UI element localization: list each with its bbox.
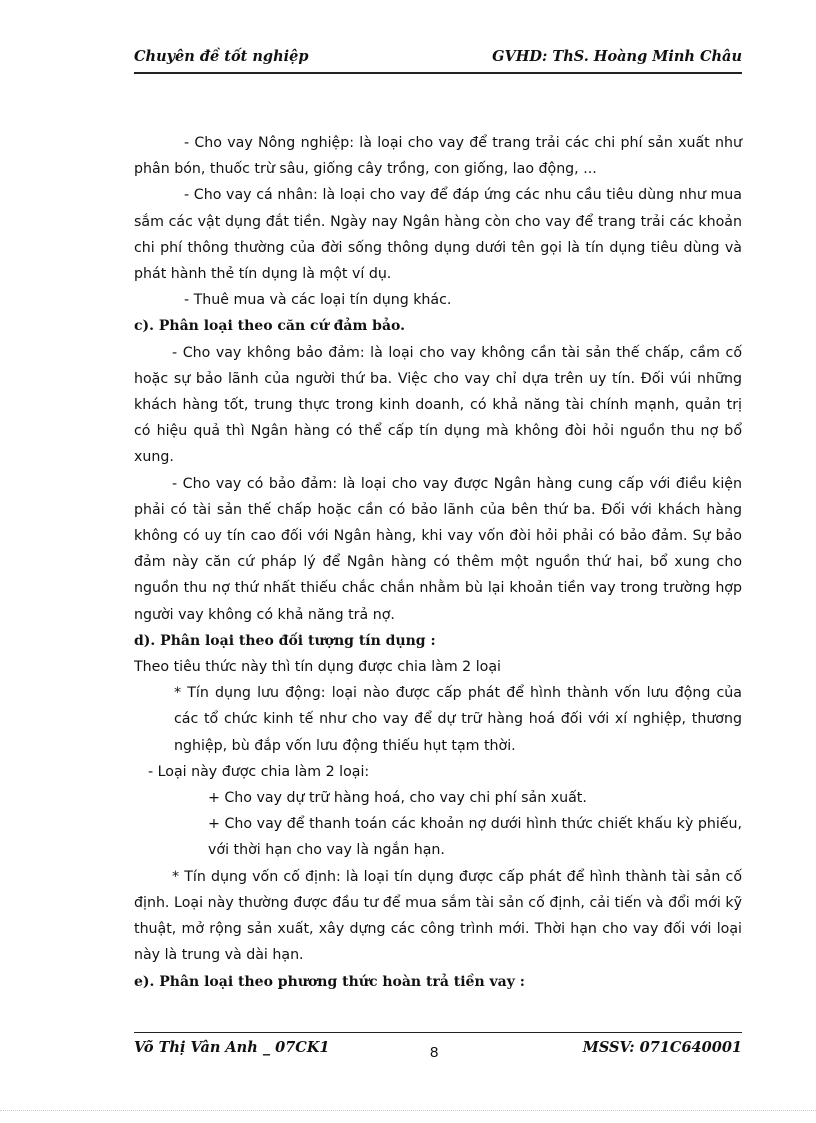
list-item-inventory-loan: + Cho vay dự trữ hàng hoá, cho vay chi phí sản xuất.: [208, 790, 587, 807]
header-supervisor: GVHD: ThS. Hoàng Minh Châu: [492, 48, 742, 65]
footer-author: Võ Thị Vân Anh _ 07CK1: [134, 1039, 330, 1056]
page-number: 8: [430, 1044, 439, 1061]
paragraph-criteria: Theo tiêu thức này thì tín dụng được chia làm 2 loại: [134, 659, 501, 676]
paragraph-personal-loan: - Cho vay cá nhân: là loại cho vay để đáp ứng các nhu cầu tiêu dùng như mua sắm các vật dụng đắt tiền. Ngày nay Ngân hàng còn cho vay để trang trải các khoản chi phí thông thường của đời sống thông dụng dưới tên gọi là tín dụng tiêu dùng và phát hành thẻ tín dụng là một ví dụ.: [134, 187, 742, 283]
heading-e: e). Phân loại theo phương thức hoàn trả tiền vay :: [134, 973, 525, 990]
list-item-discount-loan: + Cho vay để thanh toán các khoản nợ dưới hình thức chiết khấu kỳ phiếu, với thời hạn cho vay là ngắn hạn.: [208, 816, 742, 859]
paragraph-working-capital: * Tín dụng lưu động: loại nào được cấp phát để hình thành vốn lưu động của các tổ chức kinh tế như cho vay để dự trữ hàng hoá đối với xí nghiệp, thương nghiệp, bù đắp vốn lưu động thiếu hụt tạm thời.: [174, 685, 742, 754]
paragraph-two-types: - Loại này được chia làm 2 loại:: [148, 763, 370, 780]
footer-student-id: MSSV: 071C640001: [582, 1039, 742, 1056]
page-bottom-divider: [0, 1110, 816, 1111]
paragraph-secured-loan: - Cho vay có bảo đảm: là loại cho vay được Ngân hàng cung cấp với điều kiện phải có tài sản thế chấp hoặc cần có bảo lãnh của bên thứ ba. Đối với khách hàng không có uy tín cao đối với Ngân hàng, khi vay vốn đòi hỏi phải có bảo đảm. Sự bảo đảm này căn cứ pháp lý để Ngân hàng có thêm một nguồn thứ hai, bổ xung cho nguồn thu nợ thứ nhất thiếu chắc chắn nhằm bù lại khoản tiền vay trong trường hợp người vay không có khả năng trả nợ.: [134, 475, 742, 623]
paragraph-fixed-capital: * Tín dụng vốn cố định: là loại tín dụng được cấp phát để hình thành tài sản cố định. Loại này thường được đầu tư để mua sắm tài sản cố định, cải tiến và đổi mới kỹ thuật, mở rộng sản xuất, xây dựng các công trình mới. Thời hạn cho vay đối với loại này là trung và dài hạn.: [134, 868, 742, 964]
header-title: Chuyên đề tốt nghiệp: [134, 48, 309, 65]
paragraph-unsecured-loan: - Cho vay không bảo đảm: là loại cho vay không cần tài sản thế chấp, cầm cố hoặc sự bảo lãnh của người thứ ba. Việc cho vay chỉ dựa trên uy tín. Đối vúi những khách hàng tốt, trung thực trong kinh doanh, có khả năng tài chính mạnh, quản trị có hiệu quả thì Ngân hàng có thể cấp tín dụng mà không đòi hỏi nguồn thu nợ bổ xung.: [134, 344, 742, 466]
heading-c: c). Phân loại theo căn cứ đảm bảo.: [134, 318, 406, 335]
page-footer: [134, 1032, 742, 1061]
paragraph-leasing: - Thuê mua và các loại tín dụng khác.: [184, 292, 452, 309]
document-body: [134, 130, 742, 995]
heading-d: d). Phân loại theo đối tượng tín dụng :: [134, 632, 436, 649]
paragraph-agriculture-loan: - Cho vay Nông nghiệp: là loại cho vay để trang trải các chi phí sản xuất như phân bón, thuốc trừ sâu, giống cây trồng, con giống, lao động, ...: [134, 135, 742, 178]
page-header: [134, 48, 742, 74]
